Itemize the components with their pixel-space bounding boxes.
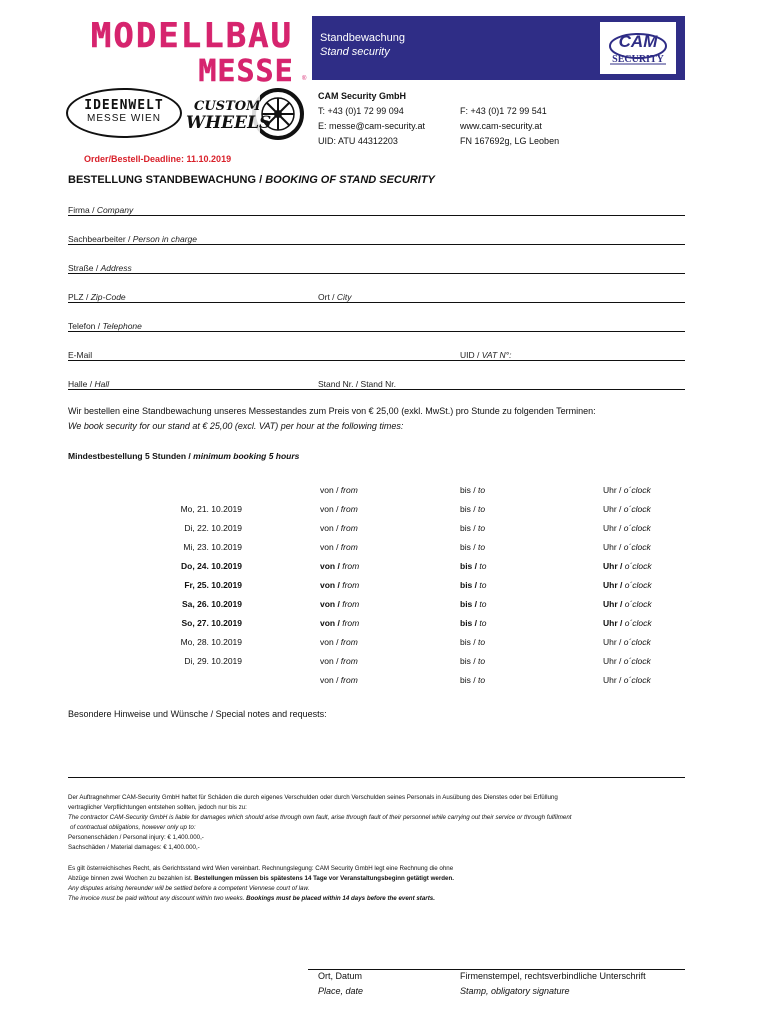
cam-security-logo <box>600 22 676 74</box>
modellbau-text: MODELLBAU <box>90 18 294 52</box>
field-vat[interactable]: UID / VAT N°: <box>460 350 512 360</box>
terms-text: Es gilt österreichisches Recht, als Gerichtsstand wird Wien vereinbart. Rechnungslegung: CAM Security GmbH legt eine Rechnung die ohne Abzüge binnen zwei Wochen zu bezahlen ist. Bestellungen müssen bis spätestens 14 Tage vor Veranstaltungsbeginn getätigt werden. Any disputes arising hereunder will be settled before a competent Viennese court of law. The invoice must be paid without any discount within two weeks. Bookings must be placed within 14 days before the event starts. <box>68 865 454 902</box>
wheels-text: WHEELS <box>186 113 272 133</box>
schedule-date: So, 27. 10.2019 <box>181 618 242 628</box>
security-text: SECURITY <box>612 54 664 65</box>
schedule-date: Di, 29. 10.2019 <box>184 656 242 666</box>
minimum-booking: Mindestbestellung 5 Stunden / minimum booking 5 hours <box>68 451 300 461</box>
notes-line <box>68 777 685 778</box>
order-deadline: Order/Bestell-Deadline: 11.10.2019 <box>84 154 232 164</box>
signature-line <box>308 969 685 970</box>
schedule-oclock-field[interactable]: Uhr / o´clock <box>603 675 651 685</box>
company-fn: FN 167692g, LG Leoben <box>460 136 560 146</box>
intro-de: Wir bestellen eine Standbewachung unseres Messestandes zum Preis von € 25,00 (exkl. MwSt.) pro Stunde zu folgenden Terminen: <box>68 406 596 416</box>
place-date-label-de: Ort, Datum <box>318 971 363 981</box>
form-title-en: BOOKING OF STAND SECURITY <box>265 174 435 186</box>
liability-text: Der Auftragnehmer CAM-Security GmbH haftet für Schäden die durch eigenes Verschulden oder durch Verschulden seines Personals in Ausübung des Dienstes oder bei Erfüllung vertraglicher Verpflichtungen entstehen sollten, jedoch nur bis zu: The contractor CAM-Security GmbH is liable for damages which should arise through own fault, arise through fault of their personnel while carrying out their service or through fulfilment of contractual obligations, however only up to: Personenschäden / Personal injury: € 1,400.000,- Sachschäden / Material damages: € 1,400.000,- <box>68 794 572 851</box>
schedule-date: Do, 24. 10.2019 <box>181 561 242 571</box>
schedule-to-field[interactable]: bis / to <box>460 599 487 609</box>
schedule-from-field[interactable]: von / from <box>320 675 358 685</box>
schedule-oclock-field[interactable]: Uhr / o´clock <box>603 637 651 647</box>
schedule-date: Mi, 23. 10.2019 <box>183 542 242 552</box>
schedule-from-field[interactable]: von / from <box>320 618 360 628</box>
company-name: CAM Security GmbH <box>318 91 407 101</box>
schedule-to-field[interactable]: bis / to <box>460 618 487 628</box>
schedule-to-field[interactable]: bis / to <box>460 523 486 533</box>
schedule-from-field[interactable]: von / from <box>320 504 358 514</box>
schedule-date: Mo, 21. 10.2019 <box>180 504 242 514</box>
schedule-date: Di, 22. 10.2019 <box>184 523 242 533</box>
stamp-label-en: Stamp, obligatory signature <box>460 986 570 996</box>
field-telephone[interactable]: Telefon / Telephone <box>68 321 142 331</box>
cam-text: CAM <box>618 32 658 51</box>
schedule-oclock-field[interactable]: Uhr / o´clock <box>603 561 652 571</box>
schedule-from-field[interactable]: von / from <box>320 637 358 647</box>
schedule-oclock-field[interactable]: Uhr / o´clock <box>603 504 651 514</box>
company-email: E: messe@cam-security.at <box>318 121 425 131</box>
schedule-from-field[interactable]: von / from <box>320 542 358 552</box>
field-zip[interactable]: PLZ / Zip-Code <box>68 292 126 302</box>
field-company[interactable]: Firma / Company <box>68 205 134 215</box>
company-info-right <box>460 104 559 149</box>
schedule-oclock-field[interactable]: Uhr / o´clock <box>603 485 651 495</box>
messe-logo <box>190 56 308 84</box>
schedule-to-field[interactable]: bis / to <box>460 485 486 495</box>
schedule-to-field[interactable]: bis / to <box>460 637 486 647</box>
ideenwelt-text: IDEENWELT <box>84 98 164 113</box>
modellbau-logo <box>78 18 306 52</box>
field-address[interactable]: Straße / Address <box>68 263 132 273</box>
schedule-from-field[interactable]: von / from <box>320 656 358 666</box>
schedule-date: Sa, 26. 10.2019 <box>181 599 242 609</box>
schedule-oclock-field[interactable]: Uhr / o´clock <box>603 599 652 609</box>
schedule-oclock-field[interactable]: Uhr / o´clock <box>603 523 651 533</box>
schedule-to-field[interactable]: bis / to <box>460 656 486 666</box>
place-date-label-en: Place, date <box>318 986 364 996</box>
field-person-in-charge[interactable]: Sachbearbeiter / Person in charge <box>68 234 197 244</box>
schedule-to-field[interactable]: bis / to <box>460 675 486 685</box>
intro-en: We book security for our stand at € 25,00 (excl. VAT) per hour at the following times: <box>68 421 404 431</box>
field-city[interactable]: Ort / City <box>318 292 352 302</box>
schedule-oclock-field[interactable]: Uhr / o´clock <box>603 542 651 552</box>
field-zip-city-line <box>68 302 685 303</box>
schedule-from-field[interactable]: von / from <box>320 580 360 590</box>
field-stand-nr[interactable]: Stand Nr. / Stand Nr. <box>318 379 396 389</box>
company-uid: UID: ATU 44312203 <box>318 136 398 146</box>
schedule-oclock-field[interactable]: Uhr / o´clock <box>603 580 652 590</box>
header-title-en: Stand security <box>320 46 390 58</box>
form-title <box>68 174 435 186</box>
messe-text: MESSE <box>198 56 294 84</box>
svg-text:®: ® <box>302 76 307 82</box>
schedule-to-field[interactable]: bis / to <box>460 561 487 571</box>
messe-wien-text: MESSE WIEN <box>87 113 161 124</box>
custom-text: CUSTOM <box>194 99 261 114</box>
schedule-from-field[interactable]: von / from <box>320 485 358 495</box>
schedule-date: Fr, 25. 10.2019 <box>184 580 242 590</box>
field-person-line <box>68 244 685 245</box>
stamp-label-de: Firmenstempel, rechtsverbindliche Unterschrift <box>460 971 646 981</box>
field-email-line <box>68 360 685 361</box>
schedule-from-field[interactable]: von / from <box>320 561 360 571</box>
schedule-oclock-field[interactable]: Uhr / o´clock <box>603 618 652 628</box>
field-hall-line <box>68 389 685 390</box>
field-company-line <box>68 215 685 216</box>
field-hall[interactable]: Halle / Hall <box>68 379 110 389</box>
header-title-de: Standbewachung <box>320 32 406 44</box>
company-phone: T: +43 (0)1 72 99 094 <box>318 106 404 116</box>
schedule-to-field[interactable]: bis / to <box>460 580 487 590</box>
special-notes-label: Besondere Hinweise und Wünsche / Special notes and requests: <box>68 709 327 719</box>
ideenwelt-logo <box>66 88 182 138</box>
schedule-from-field[interactable]: von / from <box>320 599 360 609</box>
company-fax: F: +43 (0)1 72 99 541 <box>460 106 547 116</box>
company-web: www.cam-security.at <box>460 121 542 131</box>
company-info-left <box>318 89 425 149</box>
custom-wheels-logo <box>186 88 310 142</box>
field-email[interactable]: E-Mail <box>68 350 93 360</box>
field-address-line <box>68 273 685 274</box>
schedule-oclock-field[interactable]: Uhr / o´clock <box>603 656 651 666</box>
schedule-to-field[interactable]: bis / to <box>460 542 486 552</box>
form-title-de: BESTELLUNG STANDBEWACHUNG / <box>68 174 266 186</box>
schedule-to-field[interactable]: bis / to <box>460 504 486 514</box>
schedule-from-field[interactable]: von / from <box>320 523 358 533</box>
field-telephone-line <box>68 331 685 332</box>
schedule-date: Mo, 28. 10.2019 <box>180 637 242 647</box>
